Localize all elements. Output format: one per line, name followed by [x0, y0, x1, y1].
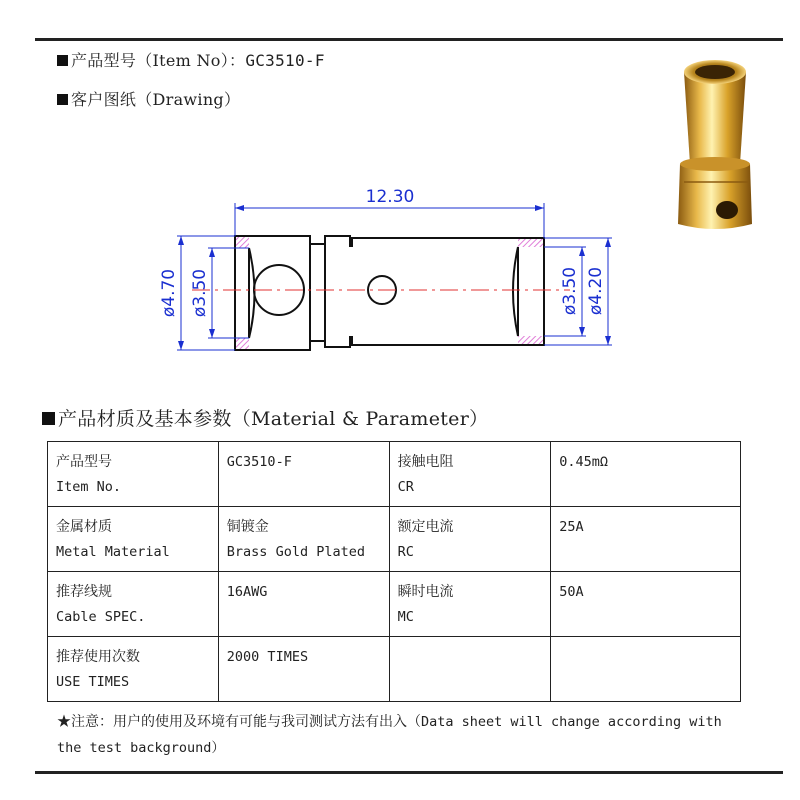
table-cell: 金属材质 Metal Material [48, 507, 219, 572]
table-cell: 推荐使用次数 USE TIMES [48, 637, 219, 702]
table-cell: 产品型号 Item No. [48, 442, 219, 507]
table-cell: 接触电阻 CR [389, 442, 551, 507]
dim-right-outer: ø4.20 [586, 266, 606, 316]
table-cell: 额定电流 RC [389, 507, 551, 572]
dim-left-outer: ø4.70 [159, 268, 179, 318]
hatch-right-top [518, 238, 544, 247]
hatch-left-bottom [235, 338, 249, 350]
table-cell: 推荐线规 Cable SPEC. [48, 572, 219, 637]
table-row [48, 507, 741, 572]
drawing-label: 客户图纸（Drawing） [71, 90, 241, 109]
bullet-square-icon [42, 412, 55, 425]
technical-drawing [150, 178, 620, 358]
table-cell: 瞬时电流 MC [389, 572, 551, 637]
table-row [48, 572, 741, 637]
material-header [42, 404, 488, 431]
note-cn: ★注意：用户的使用及环境有可能与我司测试方法有出入（ [57, 714, 421, 730]
table-cell: 16AWG [218, 572, 389, 637]
parameter-table [47, 441, 741, 702]
bullet-square-icon [57, 94, 68, 105]
table-cell: 50A [551, 572, 741, 637]
top-rule [35, 38, 783, 41]
dimension-lines [177, 203, 612, 350]
socket-solder-hole [716, 201, 738, 219]
table-cell: 铜镀金 Brass Gold Plated [218, 507, 389, 572]
bullet-square-icon [57, 55, 68, 66]
table-cell: 25A [551, 507, 741, 572]
table-cell [389, 637, 551, 702]
disclaimer-note [57, 709, 737, 761]
dim-left-inner: ø3.50 [190, 268, 210, 318]
item-no-label: 产品型号（Item No）： [71, 51, 246, 70]
socket-bore [695, 65, 735, 79]
dim-right-inner: ø3.50 [560, 266, 580, 316]
table-cell: GC3510-F [218, 442, 389, 507]
item-no-header [57, 48, 325, 71]
table-cell [551, 637, 741, 702]
material-title: 产品材质及基本参数（Material & Parameter） [58, 408, 489, 430]
product-photo [660, 52, 770, 232]
table-row [48, 637, 741, 702]
hatch-left-top [235, 236, 249, 248]
dim-length: 12.30 [365, 187, 415, 207]
table-cell: 0.45mΩ [551, 442, 741, 507]
socket-ring [680, 157, 750, 171]
hatch-right-bottom [518, 336, 544, 345]
table-row [48, 442, 741, 507]
note-en: Data sheet will change according with the test background） [57, 714, 722, 756]
drawing-header [57, 87, 240, 110]
bottom-rule [35, 771, 783, 774]
socket-barrel [684, 72, 746, 164]
table-cell: 2000 TIMES [218, 637, 389, 702]
socket-cup [678, 164, 752, 229]
item-no-value: GC3510-F [245, 51, 325, 70]
connector-outline [235, 236, 544, 350]
